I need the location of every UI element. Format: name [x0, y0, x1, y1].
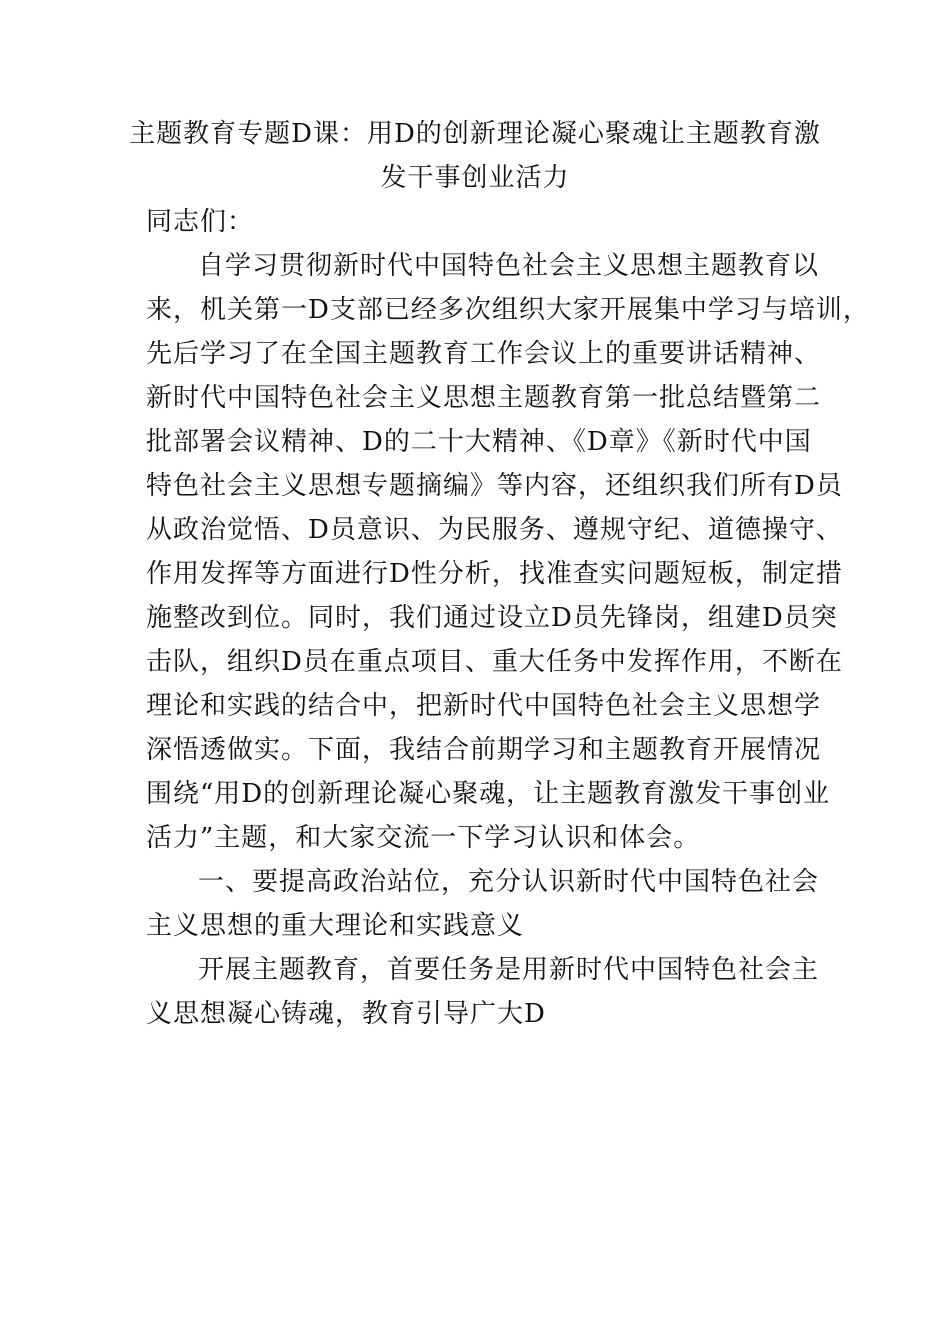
body-line: 来，机关第一D支部已经多次组织大家开展集中学习与培训， — [146, 295, 870, 325]
body-line: 理论和实践的结合中，把新时代中国特色社会主义思想学 — [146, 691, 822, 721]
body-line: 自学习贯彻新时代中国特色社会主义思想主题教育以 — [198, 251, 820, 281]
body-line: 击队，组织D员在重点项目、重大任务中发挥作用，不断在 — [146, 647, 843, 677]
document-title-line-1: 主题教育专题D课：用D的创新理论凝心聚魂让主题教育激 — [129, 119, 821, 149]
section-heading-line-1: 一、要提高政治站位，充分认识新时代中国特色社会 — [198, 867, 820, 897]
body-line: 施整改到位。同时，我们通过设立D员先锋岗，组建D员突 — [146, 603, 838, 633]
body-line: 作用发挥等方面进行D性分析，找准查实问题短板，制定措 — [146, 559, 843, 589]
body-line: 开展主题教育，首要任务是用新时代中国特色社会主 — [198, 955, 820, 985]
body-line: 新时代中国特色社会主义思想主题教育第一批总结暨第二 — [146, 383, 822, 413]
document-title-line-2: 发干事创业活力 — [380, 163, 570, 193]
body-line: 特色社会主义思想专题摘编》等内容，还组织我们所有D员 — [146, 471, 843, 501]
section-heading-line-2: 主义思想的重大理论和实践意义 — [146, 911, 525, 941]
body-line: 义思想凝心铸魂，教育引导广大D — [146, 999, 546, 1029]
body-line: 先后学习了在全国主题教育工作会议上的重要讲话精神、 — [146, 339, 822, 369]
body-line: 活力”主题，和大家交流一下学习认识和体会。 — [146, 823, 701, 853]
body-line: 深悟透做实。下面，我结合前期学习和主题教育开展情况 — [146, 735, 822, 765]
body-line: 从政治觉悟、D员意识、为民服务、遵规守纪、道德操守、 — [146, 515, 843, 545]
body-line: 批部署会议精神、D的二十大精神、《D章》《新时代中国 — [146, 427, 812, 457]
body-line: 围绕“用D的创新理论凝心聚魂，让主题教育激发干事创业 — [146, 779, 831, 809]
salutation: 同志们： — [146, 207, 255, 237]
